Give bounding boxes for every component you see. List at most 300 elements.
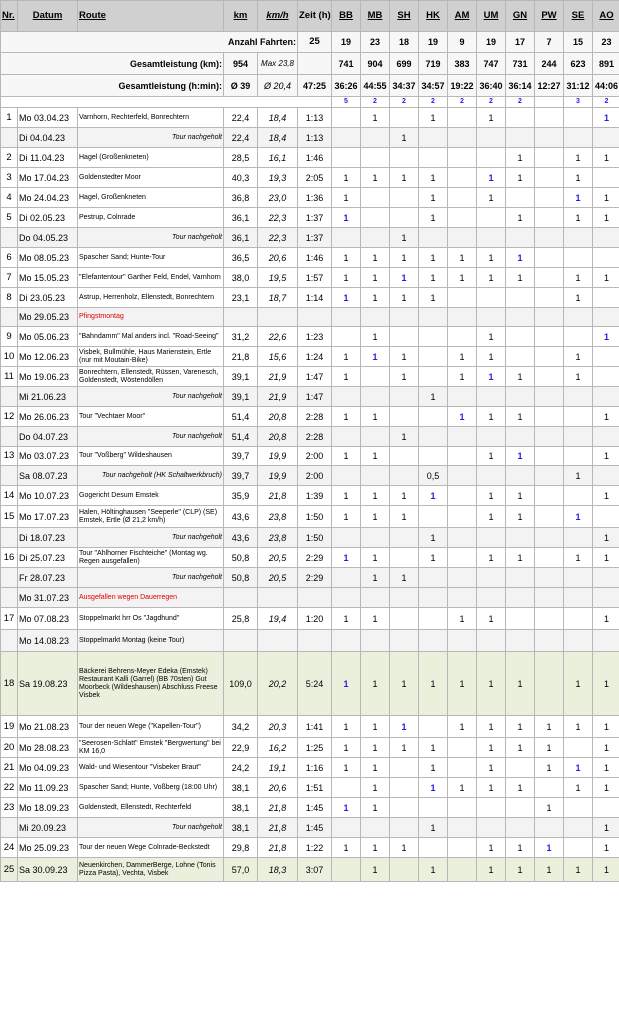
rider-cell [593, 128, 619, 148]
row-km: 31,2 [224, 327, 258, 347]
rider-cell: 1 [361, 168, 390, 188]
rider-cell [506, 387, 535, 407]
row-route: Tour "Voßberg" Wildeshausen [78, 447, 224, 466]
rider-cell [419, 347, 448, 367]
rider-cell [332, 387, 361, 407]
tour-rows [1, 108, 619, 882]
rider-cell: 1 [448, 407, 477, 427]
row-route: Tour der neuen Wege ("Kapellen-Tour") [78, 716, 224, 738]
rider-count: 2 [419, 97, 448, 108]
rider-cell [332, 630, 361, 652]
rider-cell: 1 [332, 208, 361, 228]
rider-cell [390, 447, 419, 466]
rider-cell [477, 427, 506, 447]
rider-cell [477, 798, 506, 818]
row-route: Spascher Sand; Hunte-Tour [78, 248, 224, 268]
rider-cell [448, 738, 477, 758]
rider-cell [448, 208, 477, 228]
rider-cell: 1 [332, 188, 361, 208]
rider-cell: 1 [506, 148, 535, 168]
rider-cell [535, 148, 564, 168]
row-zeit: 2:05 [298, 168, 332, 188]
row-zeit: 1:25 [298, 738, 332, 758]
row-datum: Sa 30.09.23 [18, 858, 78, 882]
rider-cell [419, 716, 448, 738]
rider-cell [390, 466, 419, 486]
rider-fahrten: 9 [448, 32, 477, 53]
rider-cell [535, 387, 564, 407]
rider-km: 891 [593, 53, 619, 75]
row-special: Pfingstmontag [78, 308, 224, 327]
rider-cell [564, 327, 593, 347]
rider-cell: 1 [477, 327, 506, 347]
row-datum: Di 18.07.23 [18, 528, 78, 548]
row-datum: Fr 28.07.23 [18, 568, 78, 588]
row-datum: Mo 18.09.23 [18, 798, 78, 818]
rider-cell: 1 [448, 652, 477, 716]
rider-cell [419, 630, 448, 652]
rider-cell [448, 308, 477, 327]
rider-cell: 1 [477, 447, 506, 466]
rider-cell: 1 [332, 838, 361, 858]
rider-cell: 1 [361, 288, 390, 308]
rider-cell: 1 [593, 407, 619, 427]
table-row [1, 608, 619, 630]
row-note: Tour nachgeholt [78, 568, 224, 588]
rider-cell: 1 [593, 652, 619, 716]
row-nr: 25 [1, 858, 18, 882]
fahrten-label: Anzahl Fahrten: [1, 32, 298, 53]
rider-cell [535, 128, 564, 148]
table-row [1, 188, 619, 208]
rider-cell [390, 548, 419, 568]
rider-cell: 1 [332, 486, 361, 506]
rider-cell: 1 [506, 652, 535, 716]
row-km: 29,8 [224, 838, 258, 858]
row-zeit: 1:50 [298, 528, 332, 548]
rider-header: AO [593, 1, 619, 32]
rider-cell [593, 798, 619, 818]
row-kmh: 16,2 [258, 738, 298, 758]
rider-fahrten: 17 [506, 32, 535, 53]
rider-cell [506, 347, 535, 367]
rider-cell [506, 588, 535, 608]
rider-cell [564, 588, 593, 608]
row-nr: 6 [1, 248, 18, 268]
rider-cell [448, 148, 477, 168]
row-km: 23,1 [224, 288, 258, 308]
row-nr [1, 630, 18, 652]
row-kmh: 21,8 [258, 838, 298, 858]
rider-cell [390, 327, 419, 347]
rider-cell: 1 [477, 716, 506, 738]
row-datum: Mo 03.04.23 [18, 108, 78, 128]
row-route: Halen, Höltinghausen "Seeperle" (CLP) (SE) Emstek, Ertle (Ø 21,2 km/h) [78, 506, 224, 528]
rider-cell: 1 [332, 548, 361, 568]
rider-cell [564, 447, 593, 466]
rider-cell: 1 [593, 738, 619, 758]
row-zeit: 2:28 [298, 407, 332, 427]
rider-cell: 1 [593, 608, 619, 630]
rider-cell: 1 [593, 838, 619, 858]
rider-cell: 1 [506, 716, 535, 738]
row-zeit: 1:51 [298, 778, 332, 798]
rider-cell [390, 778, 419, 798]
row-zeit: 1:36 [298, 188, 332, 208]
rider-cell [535, 778, 564, 798]
row-zeit: 3:07 [298, 858, 332, 882]
row-zeit: 1:41 [298, 716, 332, 738]
table-row [1, 308, 619, 327]
row-kmh: 22,3 [258, 228, 298, 248]
row-zeit [298, 308, 332, 327]
rider-cell [535, 248, 564, 268]
table-row [1, 798, 619, 818]
rider-count: 2 [477, 97, 506, 108]
rider-cell [448, 466, 477, 486]
row-route: Goldenstedter Moor [78, 168, 224, 188]
rider-fahrten: 18 [390, 32, 419, 53]
rider-fahrten: 19 [332, 32, 361, 53]
row-datum: Mo 19.06.23 [18, 367, 78, 387]
row-kmh: 20,8 [258, 427, 298, 447]
rider-cell [593, 506, 619, 528]
row-kmh: 21,8 [258, 818, 298, 838]
rider-cell: 1 [477, 407, 506, 427]
rider-cell: 1 [390, 268, 419, 288]
rider-cell [535, 327, 564, 347]
rider-cell [361, 528, 390, 548]
rider-cell: 1 [593, 758, 619, 778]
rider-cell [564, 308, 593, 327]
rider-cell [564, 568, 593, 588]
rider-cell [390, 188, 419, 208]
table-row [1, 630, 619, 652]
rider-cell [593, 308, 619, 327]
rider-km: 747 [477, 53, 506, 75]
row-route: Pestrup, Colnrade [78, 208, 224, 228]
row-kmh: 23,8 [258, 506, 298, 528]
rider-cell: 1 [361, 407, 390, 427]
rider-cell [419, 506, 448, 528]
rider-cell: 1 [361, 838, 390, 858]
rider-cell [332, 327, 361, 347]
row-km: 51,4 [224, 427, 258, 447]
row-datum: Mo 28.08.23 [18, 738, 78, 758]
rider-cell [506, 308, 535, 327]
rider-cell: 1 [419, 486, 448, 506]
rider-fahrten: 23 [593, 32, 619, 53]
row-zeit: 5:24 [298, 652, 332, 716]
rider-cell [506, 758, 535, 778]
rider-cell: 1 [419, 858, 448, 882]
row-route: Varnhorn, Rechterfeld, Bonrechtern [78, 108, 224, 128]
row-kmh: 18,7 [258, 288, 298, 308]
rider-cell: 1 [506, 268, 535, 288]
row-kmh: 16,1 [258, 148, 298, 168]
rider-cell [448, 588, 477, 608]
rider-cell: 1 [419, 778, 448, 798]
col-datum-header: Datum [18, 1, 78, 32]
rider-hours: 36:40 [477, 75, 506, 97]
row-datum: Di 11.04.23 [18, 148, 78, 168]
rider-cell: 1 [332, 288, 361, 308]
rider-cell [564, 798, 593, 818]
rider-cell [361, 128, 390, 148]
rider-cell [361, 818, 390, 838]
rider-cell [419, 427, 448, 447]
rider-cell: 1 [593, 208, 619, 228]
km-total: 954 [224, 53, 258, 75]
rider-cell [448, 128, 477, 148]
rider-cell [593, 588, 619, 608]
row-zeit: 1:20 [298, 608, 332, 630]
row-km: 21,8 [224, 347, 258, 367]
table-row [1, 528, 619, 548]
row-datum: Mo 29.05.23 [18, 308, 78, 327]
row-zeit: 1:13 [298, 108, 332, 128]
rider-cell [390, 148, 419, 168]
rider-cell [535, 268, 564, 288]
table-row [1, 652, 619, 716]
row-datum: Do 04.07.23 [18, 427, 78, 447]
row-nr: 11 [1, 367, 18, 387]
hours-total: 47:25 [298, 75, 332, 97]
rider-cell [332, 778, 361, 798]
row-zeit: 1:13 [298, 128, 332, 148]
row-km: 38,1 [224, 798, 258, 818]
row-km: 39,1 [224, 387, 258, 407]
row-note: Tour nachgeholt [78, 528, 224, 548]
row-kmh: 23,0 [258, 188, 298, 208]
rider-hours: 12:27 [535, 75, 564, 97]
rider-cell: 1 [477, 347, 506, 367]
rider-header: PW [535, 1, 564, 32]
row-kmh: 22,6 [258, 327, 298, 347]
row-route: Visbek, Bullmühle, Haus Marienstein, Ertle (nur mit Moutain-Bike) [78, 347, 224, 367]
row-datum: Mi 20.09.23 [18, 818, 78, 838]
rider-cell [477, 387, 506, 407]
rider-cell: 1 [506, 506, 535, 528]
table-row [1, 407, 619, 427]
hours-label: Gesamtleistung (h:min): [1, 75, 224, 97]
rider-cell: 1 [390, 228, 419, 248]
rider-cell [564, 128, 593, 148]
row-zeit: 1:37 [298, 208, 332, 228]
rider-cell [535, 208, 564, 228]
row-nr: 24 [1, 838, 18, 858]
rider-cell: 1 [361, 568, 390, 588]
rider-header: SH [390, 1, 419, 32]
row-datum: Mo 26.06.23 [18, 407, 78, 427]
row-km [224, 630, 258, 652]
rider-cell [477, 228, 506, 248]
rider-cell: 1 [448, 248, 477, 268]
rider-count: 3 [564, 97, 593, 108]
col-kmh-header: km/h [258, 1, 298, 32]
rider-cell: 1 [361, 486, 390, 506]
rider-cell [506, 608, 535, 630]
rider-cell: 1 [593, 108, 619, 128]
rider-cell [448, 228, 477, 248]
rider-cell [361, 387, 390, 407]
rider-km: 699 [390, 53, 419, 75]
row-note: Tour nachgeholt (HK Schaltwerkbruch) [78, 466, 224, 486]
rider-cell [448, 568, 477, 588]
table-row [1, 838, 619, 858]
row-route: Tour der neuen Wege Colnrade-Beckstedt [78, 838, 224, 858]
rider-cell: 1 [564, 288, 593, 308]
rider-cell [535, 630, 564, 652]
row-nr: 12 [1, 407, 18, 427]
row-nr [1, 568, 18, 588]
rider-cell [564, 228, 593, 248]
rider-cell [593, 168, 619, 188]
rider-cell [390, 108, 419, 128]
rider-cell: 1 [593, 447, 619, 466]
row-km: 36,1 [224, 208, 258, 228]
rider-cell: 1 [564, 652, 593, 716]
col-zeit-header: Zeit (h) [298, 1, 332, 32]
rider-cell: 1 [564, 506, 593, 528]
row-nr [1, 308, 18, 327]
rider-cell: 1 [419, 387, 448, 407]
rider-cell: 1 [506, 168, 535, 188]
rider-cell [419, 568, 448, 588]
row-route: Bonrechtern, Ellenstedt, Rüssen, Varenesch, Goldenstedt, Wöstendöllen [78, 367, 224, 387]
row-kmh: 19,1 [258, 758, 298, 778]
rider-cell: 1 [477, 758, 506, 778]
rider-cell [419, 128, 448, 148]
rider-hours: 19:22 [448, 75, 477, 97]
row-zeit [298, 630, 332, 652]
rider-cell [535, 427, 564, 447]
row-datum: Mo 21.08.23 [18, 716, 78, 738]
rider-cell [593, 387, 619, 407]
rider-km: 244 [535, 53, 564, 75]
rider-fahrten: 7 [535, 32, 564, 53]
row-km: 50,8 [224, 568, 258, 588]
rider-cell [448, 447, 477, 466]
row-datum: Mi 21.06.23 [18, 387, 78, 407]
col-km-header: km [224, 1, 258, 32]
row-datum: Mo 14.08.23 [18, 630, 78, 652]
rider-cell: 1 [564, 148, 593, 168]
row-km: 43,6 [224, 506, 258, 528]
row-zeit: 1:24 [298, 347, 332, 367]
summary-km-row [1, 53, 619, 75]
rider-cell [535, 347, 564, 367]
rider-cell [506, 528, 535, 548]
rider-cell: 1 [332, 367, 361, 387]
rider-cell: 1 [564, 778, 593, 798]
row-km [224, 588, 258, 608]
rider-cell: 1 [535, 798, 564, 818]
row-kmh: 20,6 [258, 248, 298, 268]
rider-header: UM [477, 1, 506, 32]
row-km: 109,0 [224, 652, 258, 716]
rider-header: SE [564, 1, 593, 32]
rider-cell: 1 [332, 608, 361, 630]
row-km: 35,9 [224, 486, 258, 506]
rider-cell: 1 [593, 548, 619, 568]
rider-hours: 36:14 [506, 75, 535, 97]
table-row [1, 588, 619, 608]
rider-cell [535, 228, 564, 248]
rider-cell: 1 [448, 608, 477, 630]
rider-cell: 1 [535, 758, 564, 778]
rider-cell [477, 528, 506, 548]
row-nr: 18 [1, 652, 18, 716]
rider-cell: 1 [390, 506, 419, 528]
rider-cell [564, 738, 593, 758]
row-nr: 8 [1, 288, 18, 308]
rider-cell [535, 486, 564, 506]
row-note: Tour nachgeholt [78, 387, 224, 407]
rider-cell: 1 [419, 168, 448, 188]
rider-cell [419, 148, 448, 168]
rider-cell [535, 367, 564, 387]
rider-cell [535, 288, 564, 308]
rider-cell: 1 [506, 248, 535, 268]
rider-cell [477, 818, 506, 838]
rider-cell: 1 [390, 288, 419, 308]
summary-fahrten-row [1, 32, 619, 53]
header-row [1, 1, 619, 32]
row-datum: Mo 15.05.23 [18, 268, 78, 288]
rider-cell: 1 [361, 548, 390, 568]
rider-cell [390, 608, 419, 630]
row-datum: Mo 25.09.23 [18, 838, 78, 858]
rider-cell [390, 588, 419, 608]
row-zeit [298, 588, 332, 608]
rider-cell [564, 407, 593, 427]
rider-cell: 1 [419, 188, 448, 208]
rider-cell [332, 128, 361, 148]
rider-cell: 1 [477, 738, 506, 758]
table-row [1, 248, 619, 268]
rider-cell [535, 168, 564, 188]
rider-cell [419, 367, 448, 387]
row-nr: 1 [1, 108, 18, 128]
rider-cell: 1 [477, 168, 506, 188]
rider-cell [448, 506, 477, 528]
table-row [1, 327, 619, 347]
rider-cell: 1 [448, 716, 477, 738]
rider-cell: 1 [419, 738, 448, 758]
rider-cell: 1 [361, 738, 390, 758]
rider-cell: 1 [593, 858, 619, 882]
row-zeit: 1:45 [298, 818, 332, 838]
row-route: Neuenkirchen, DammerBerge, Lohne (Tonis Pizza Pasta), Vechta, Visbek [78, 858, 224, 882]
rider-cell [477, 466, 506, 486]
row-nr: 23 [1, 798, 18, 818]
rider-cell: 1 [506, 208, 535, 228]
rider-cell: 1 [448, 268, 477, 288]
rider-cell [564, 630, 593, 652]
rider-cell: 1 [390, 347, 419, 367]
rider-cell: 1 [448, 778, 477, 798]
row-datum: Mo 17.04.23 [18, 168, 78, 188]
rider-header: GN [506, 1, 535, 32]
avg-kmh: Ø 20,4 [258, 75, 298, 97]
rider-cell [361, 188, 390, 208]
row-km: 40,3 [224, 168, 258, 188]
rider-cell [332, 466, 361, 486]
rider-cell: 1 [390, 652, 419, 716]
row-kmh: 18,3 [258, 858, 298, 882]
rider-cell: 1 [593, 486, 619, 506]
